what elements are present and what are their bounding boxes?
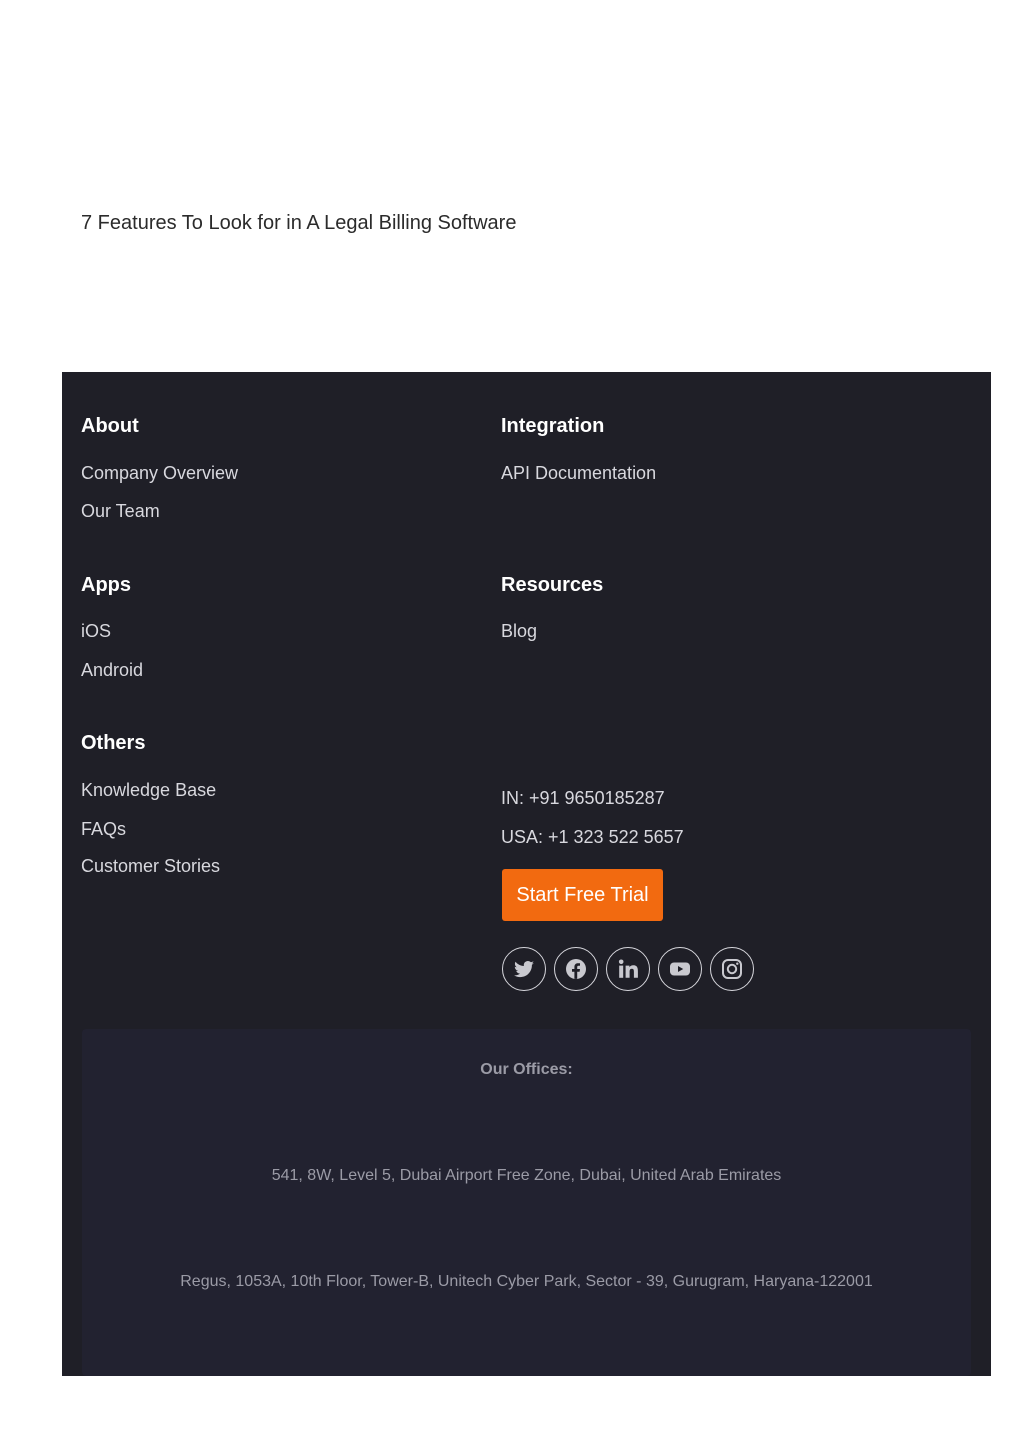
linkedin-link[interactable]	[606, 947, 650, 991]
footer-heading-apps: Apps	[81, 574, 131, 596]
site-footer	[62, 372, 991, 1376]
instagram-link[interactable]	[710, 947, 754, 991]
footer-link-our-team[interactable]: Our Team	[81, 501, 160, 521]
footer-link-customer-stories[interactable]: Customer Stories	[81, 856, 221, 876]
footer-link-android[interactable]: Android	[81, 660, 144, 680]
offices-panel	[82, 1029, 971, 1376]
office-address-gurugram: Regus, 1053A, 10th Floor, Tower-B, Unitech Cyber Park, Sector - 39, Gurugram, Haryana-122001	[180, 1273, 873, 1290]
related-article-link[interactable]: 7 Features To Look for in A Legal Billing Software	[81, 212, 517, 234]
footer-heading-resources: Resources	[501, 574, 604, 596]
youtube-icon	[668, 957, 692, 981]
start-free-trial-button[interactable]: Start Free Trial	[502, 869, 663, 921]
twitter-link[interactable]	[502, 947, 546, 991]
facebook-icon	[564, 957, 588, 981]
footer-link-blog[interactable]: Blog	[501, 621, 538, 641]
footer-link-ios[interactable]: iOS	[81, 621, 112, 641]
linkedin-icon	[616, 957, 640, 981]
footer-heading-integration: Integration	[501, 415, 605, 437]
instagram-icon	[720, 957, 744, 981]
phone-usa: USA: +1 323 522 5657	[501, 827, 684, 847]
youtube-link[interactable]	[658, 947, 702, 991]
footer-link-api-documentation[interactable]: API Documentation	[501, 463, 657, 483]
twitter-icon	[512, 957, 536, 981]
footer-heading-others: Others	[81, 732, 146, 754]
offices-title: Our Offices:	[480, 1061, 573, 1078]
office-address-dubai: 541, 8W, Level 5, Dubai Airport Free Zone, Dubai, United Arab Emirates	[271, 1167, 782, 1184]
phone-india: IN: +91 9650185287	[501, 788, 665, 808]
footer-link-faqs[interactable]: FAQs	[81, 819, 127, 839]
social-links	[502, 947, 754, 991]
footer-heading-about: About	[81, 415, 139, 437]
facebook-link[interactable]	[554, 947, 598, 991]
footer-link-company-overview[interactable]: Company Overview	[81, 463, 239, 483]
footer-link-knowledge-base[interactable]: Knowledge Base	[81, 780, 217, 800]
